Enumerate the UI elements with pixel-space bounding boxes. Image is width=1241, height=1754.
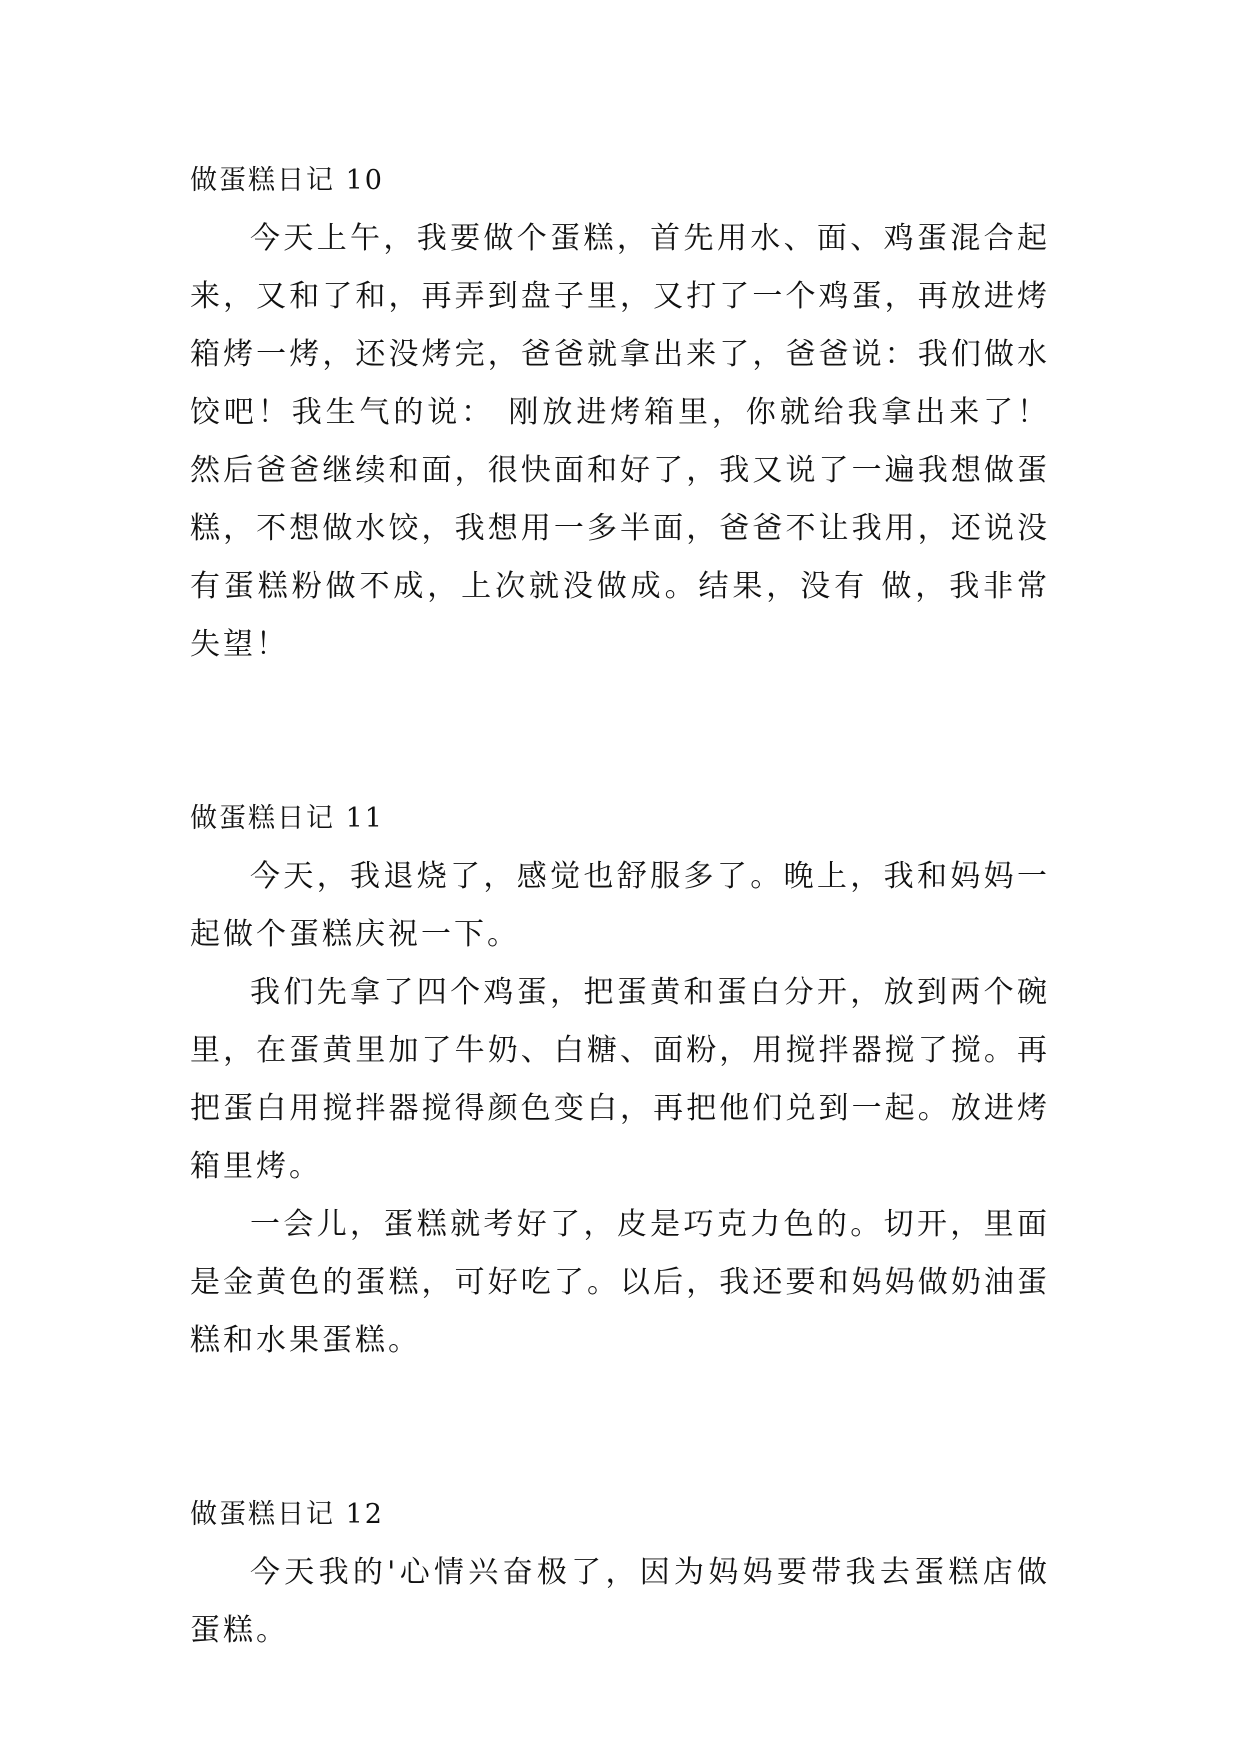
entry-title: 做蛋糕日记 12: [190, 1499, 384, 1530]
diary-entry-10: [190, 152, 1050, 674]
paragraph: 一会儿，蛋糕就考好了，皮是巧克力色的。切开，里面是金黄色的蛋糕，可好吃了。以后，我还要和妈妈做奶油蛋糕和水果蛋糕。: [190, 1207, 1050, 1358]
entry-title: 做蛋糕日记 10: [190, 165, 384, 196]
entry-title: 做蛋糕日记 11: [190, 803, 384, 834]
diary-entry-11: [190, 790, 1050, 1370]
section-gap: [190, 1370, 1050, 1486]
paragraph: 今天，我退烧了，感觉也舒服多了。晚上，我和妈妈一起做个蛋糕庆祝一下。: [190, 859, 1050, 952]
paragraph: 今天我的'心情兴奋极了，因为妈妈要带我去蛋糕店做蛋糕。: [190, 1555, 1050, 1648]
paragraph: 今天上午，我要做个蛋糕，首先用水、面、鸡蛋混合起来，又和了和，再弄到盘子里，又打了一个鸡蛋，再放进烤箱烤一烤，还没烤完，爸爸就拿出来了，爸爸说：我们做水饺吧！我生气的说： 刚放进烤箱里，你就给我拿出来了！然后爸爸继续和面，很快面和好了，我又说了一遍我想做蛋糕，不想做水饺，我想用一多半面，爸爸不让我用，还说没有蛋糕粉做不成，上次就没做成。结果，没有 做，我非常失望！: [190, 221, 1050, 662]
diary-entry-12: [190, 1486, 1050, 1660]
document-body: [190, 152, 1050, 1660]
section-gap: [190, 674, 1050, 790]
paragraph: 我们先拿了四个鸡蛋，把蛋黄和蛋白分开，放到两个碗里，在蛋黄里加了牛奶、白糖、面粉，用搅拌器搅了搅。再把蛋白用搅拌器搅得颜色变白，再把他们兑到一起。放进烤箱里烤。: [190, 975, 1050, 1184]
